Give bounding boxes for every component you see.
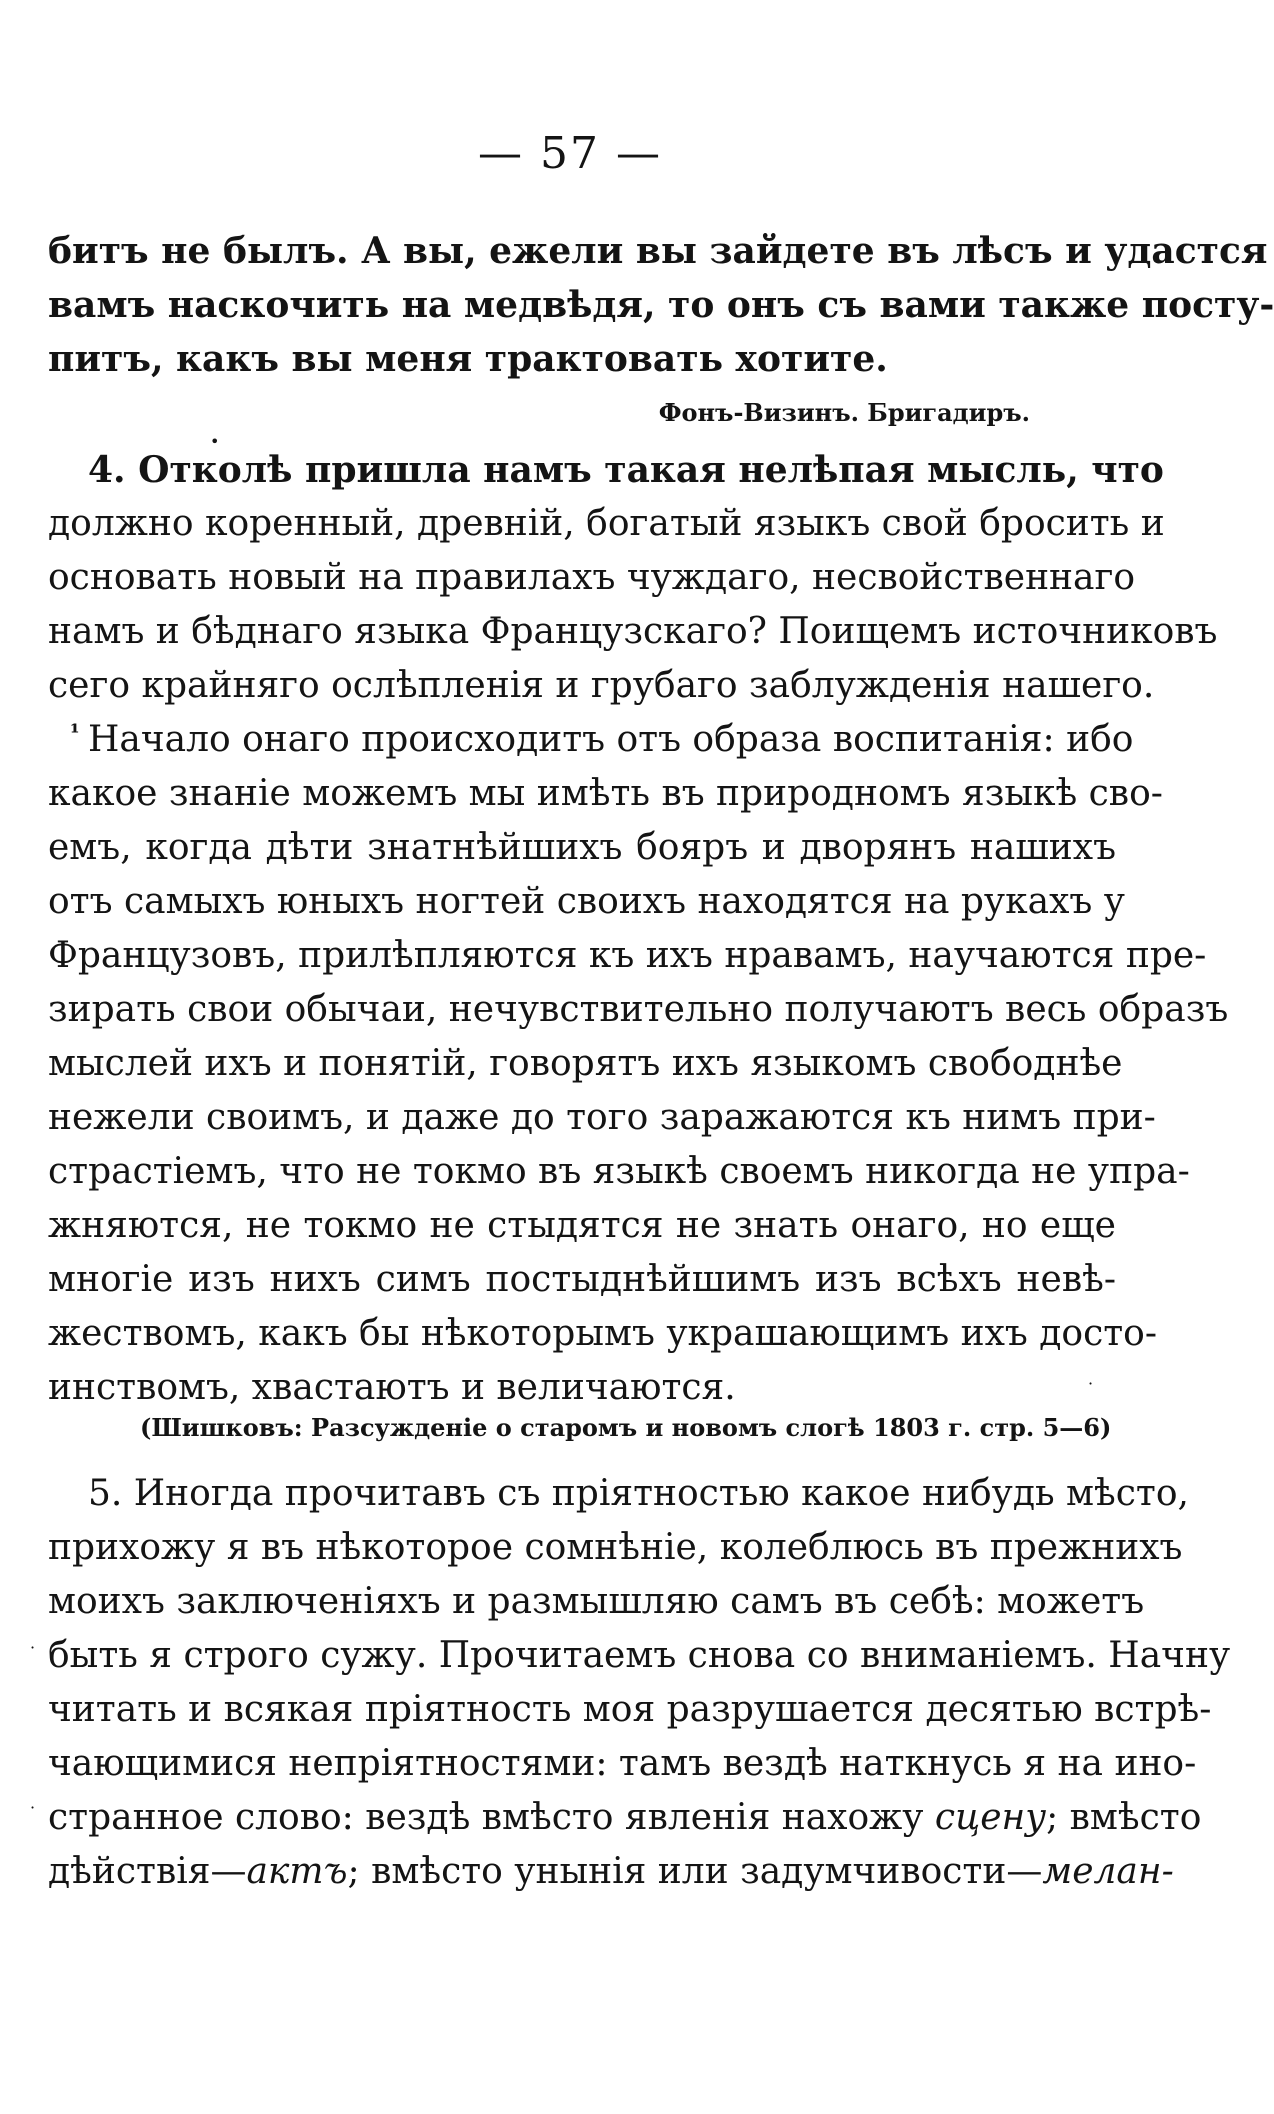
italic-word: актъ <box>246 1851 348 1892</box>
text-line: чающимися непріятностями: тамъ вездѣ наткнусь я на ино- <box>48 1743 1197 1784</box>
text-segment: дѣйствія— <box>48 1851 247 1892</box>
text-line: быть я строго сужу. Прочитаемъ снова со вниманіемъ. Начну <box>48 1635 1231 1676</box>
text-line: моихъ заключеніяхъ и размышляю самъ въ себѣ: можетъ <box>48 1581 1145 1622</box>
speck-mark: · <box>30 1638 36 1657</box>
text-line: прихожу я въ нѣкоторое сомнѣніе, колеблюсь въ прежнихъ <box>48 1527 1183 1568</box>
speck-mark: · <box>30 1798 36 1817</box>
text-segment: ; вмѣсто <box>1046 1797 1202 1838</box>
page-number: — 57 — <box>478 128 662 179</box>
text-line <box>48 1850 1174 1894</box>
text-line: отъ самыхъ юныхъ ногтей своихъ находятся на рукахъ у <box>48 881 1125 922</box>
text-line: страстіемъ, что не токмо въ языкѣ своемъ никогда не упра- <box>48 1151 1190 1192</box>
text-line: нежели своимъ, и даже до того заражаются къ нимъ при- <box>48 1097 1156 1138</box>
text-line: мыслей ихъ и понятій, говорятъ ихъ языкомъ свободнѣе <box>48 1043 1123 1084</box>
text-line: битъ не былъ. А вы, ежели вы зайдете въ лѣсъ и удастся <box>48 230 1268 272</box>
text-segment: ; вмѣсто унынія или задумчивости— <box>347 1851 1043 1892</box>
text-line: Начало онаго происходитъ отъ образа воспитанія: ибо <box>88 719 1134 760</box>
text-line: многіе изъ нихъ симъ постыднѣйшимъ изъ всѣхъ невѣ- <box>48 1259 1116 1300</box>
text-line: зирать свои обычаи, нечувствительно получаютъ весь образъ <box>48 989 1229 1030</box>
speck-mark: · <box>1088 1374 1094 1393</box>
text-line: 5. Иногда прочитавъ съ пріятностью какое нибудь мѣсто, <box>88 1473 1189 1514</box>
text-line: жествомъ, какъ бы нѣкоторымъ украшающимъ ихъ досто- <box>48 1313 1158 1354</box>
text-line: основать новый на правилахъ чуждаго, несвойственнаго <box>48 557 1136 598</box>
text-line: 4. Отколѣ пришла намъ такая нелѣпая мысль, что <box>88 449 1164 491</box>
text-line: инствомъ, хвастаютъ и величаются. <box>48 1367 736 1408</box>
text-segment: странное слово: вездѣ вмѣсто явленія нахожу <box>48 1797 935 1838</box>
text-line: жняются, не токмо не стыдятся не знать онаго, но еще <box>48 1205 1116 1246</box>
footnote-mark: ¹ <box>70 720 80 746</box>
source-citation: (Шишковъ: Разсужденіе о старомъ и новомъ слогѣ 1803 г. стр. 5—6) <box>140 1413 1112 1442</box>
attribution: Фонъ-Визинъ. Бригадиръ. <box>658 398 1030 427</box>
text-line <box>48 1796 1202 1840</box>
text-line: сего крайняго ослѣпленія и грубаго заблужденія нашего. <box>48 665 1155 706</box>
text-line: емъ, когда дѣти знатнѣйшихъ бояръ и дворянъ нашихъ <box>48 827 1116 868</box>
text-line: должно коренный, древній, богатый языкъ свой бросить и <box>48 503 1165 544</box>
italic-word: сцену <box>934 1797 1047 1838</box>
text-line: питъ, какъ вы меня трактовать хотите. <box>48 338 888 380</box>
text-line: Французовъ, прилѣпляются къ ихъ нравамъ, научаются пре- <box>48 935 1207 976</box>
text-line: читать и всякая пріятность моя разрушается десятью встрѣ- <box>48 1689 1212 1730</box>
speck-mark: • <box>210 432 220 451</box>
italic-word: мелан- <box>1042 1851 1174 1892</box>
text-line: вамъ наскочить на медвѣдя, то онъ съ вами также посту- <box>48 284 1274 326</box>
text-line: намъ и бѣднаго языка Французскаго? Поищемъ источниковъ <box>48 611 1218 652</box>
text-line: какое знаніе можемъ мы имѣть въ природномъ языкѣ сво- <box>48 773 1163 814</box>
